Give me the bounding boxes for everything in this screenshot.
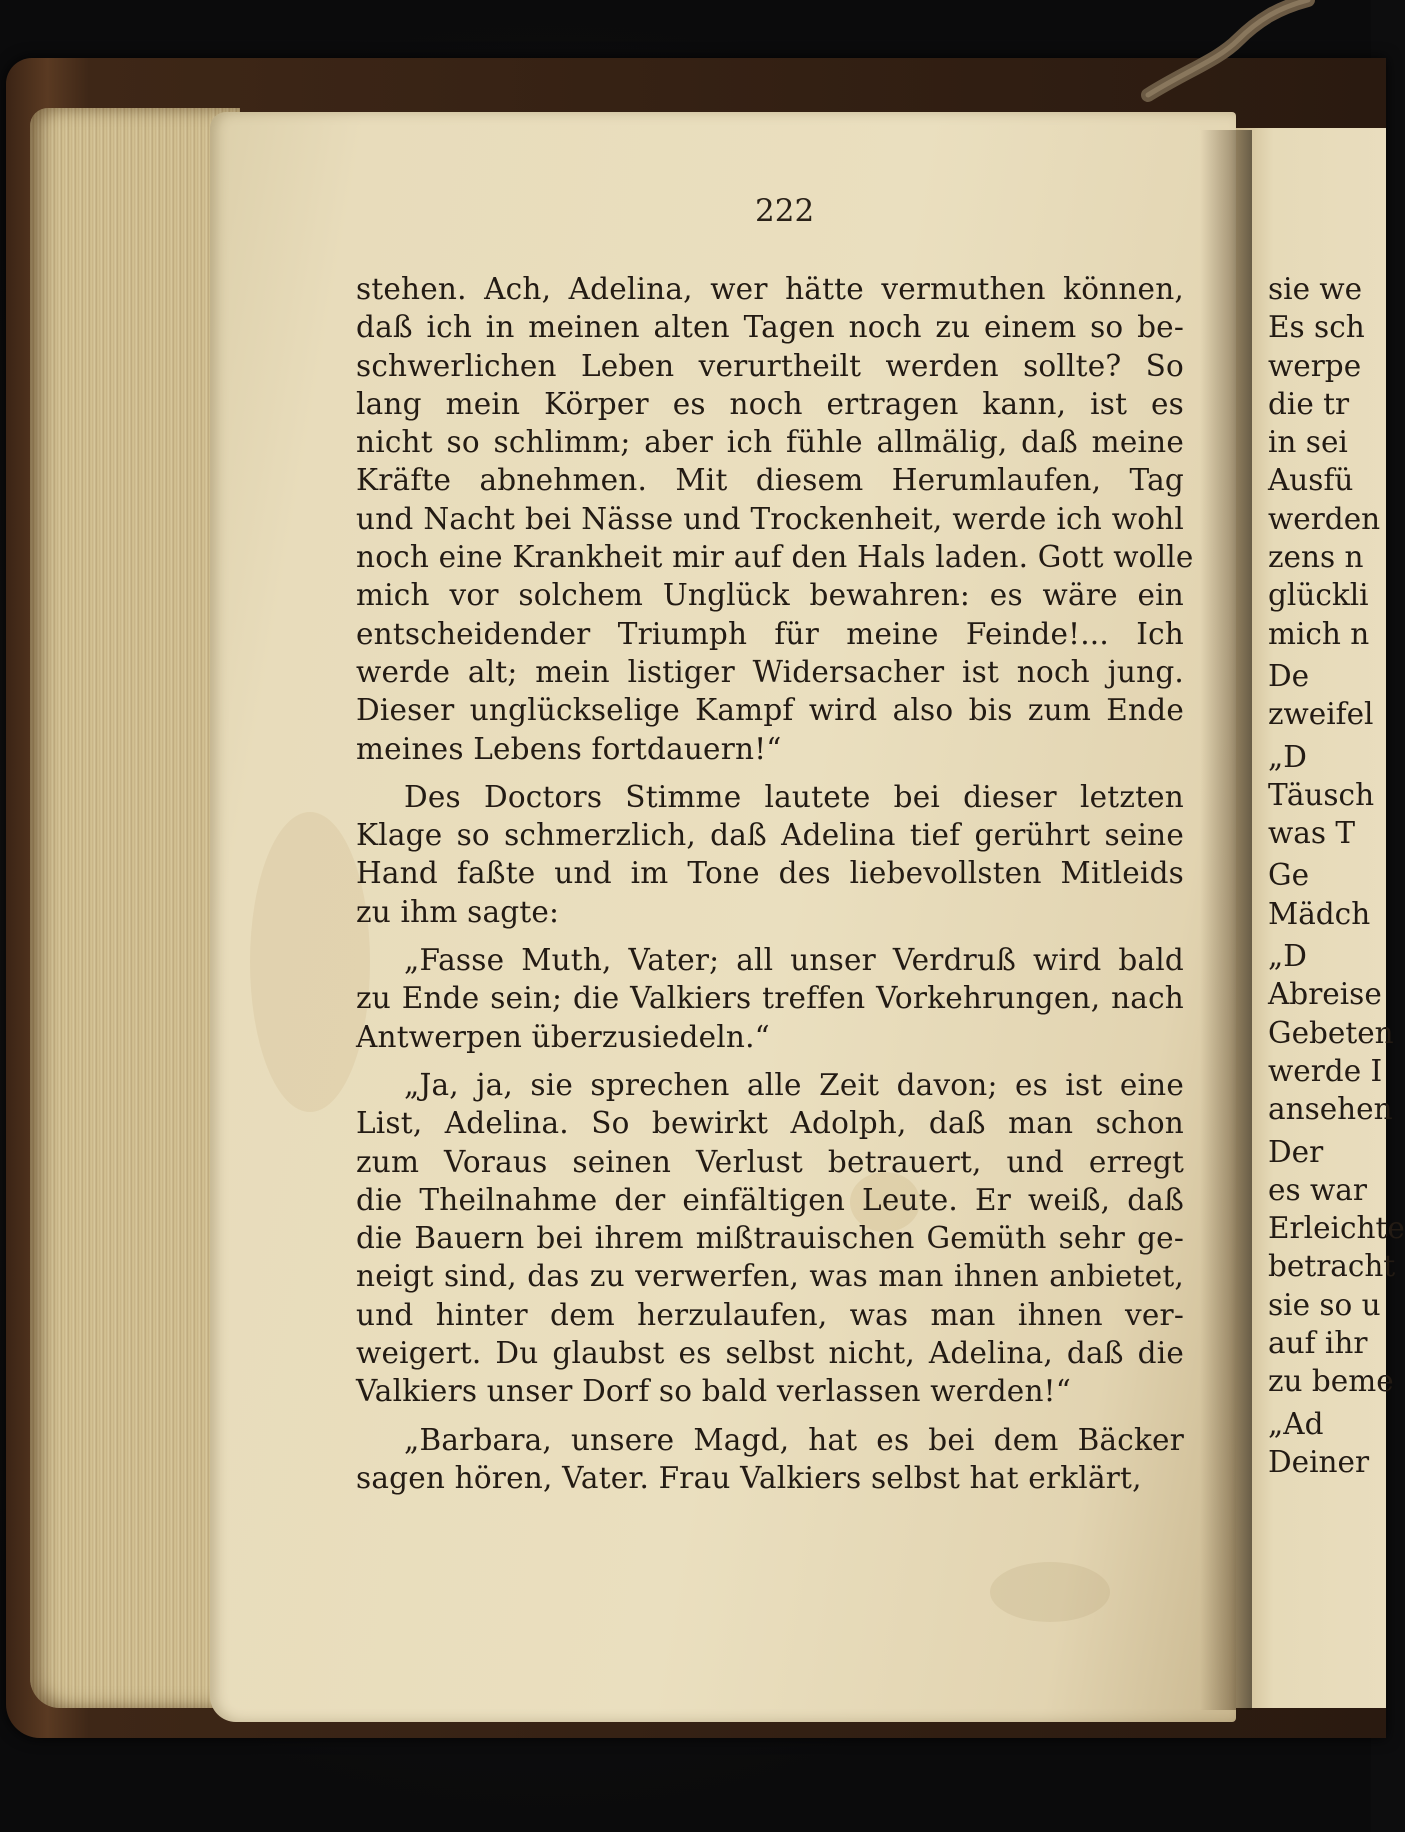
text-line: Dieser unglückselige Kampf wird also bis zum Ende (356, 693, 1184, 728)
page-number: 222 (755, 193, 815, 229)
text-line: entscheidender Triumph für meine Feinde!... Ich (356, 616, 1184, 651)
bookmark-ribbon (1128, 0, 1368, 100)
text-line: Hand faßte und im Tone des liebevollsten Mitleids (356, 856, 1184, 891)
text-line: neigt sind, das zu verwerfen, was man ihnen anbietet, (356, 1259, 1184, 1294)
text-line: meines Lebens fortdauern!“ (356, 731, 782, 766)
text-line: Der (1268, 1134, 1324, 1169)
text-line: Valkiers unser Dorf so bald verlassen werden!“ (356, 1374, 1071, 1409)
text-line: Kräfte abnehmen. Mit diesem Herumlaufen, Tag (356, 463, 1184, 498)
text-line: die tr (1268, 386, 1350, 421)
text-line: werden (1268, 501, 1381, 536)
text-line: glückli (1268, 578, 1369, 613)
text-line: Ge (1268, 858, 1310, 893)
text-line: noch eine Krankheit mir auf den Hals laden. Gott wolle (356, 540, 1194, 575)
text-line: „Fasse Muth, Vater; all unser Verdruß wird bald (404, 943, 1184, 978)
text-line: Erleichte (1268, 1211, 1405, 1246)
text-line: nicht so schlimm; aber ich fühle allmälig, daß meine (356, 425, 1184, 460)
left-page-text (356, 270, 1194, 1497)
text-line: Täusch (1268, 777, 1375, 812)
text-line: Antwerpen überzusiedeln.“ (356, 1019, 770, 1054)
text-line: zu ihm sagte: (356, 894, 560, 929)
text-line: was T (1268, 816, 1356, 851)
text-line: „Ad (1268, 1406, 1324, 1441)
text-line: Ausfü (1268, 463, 1354, 498)
text-line: zens n (1268, 540, 1364, 575)
text-line: De (1268, 658, 1310, 693)
text-line: mich n (1268, 616, 1370, 651)
text-line: zu beme (1268, 1364, 1394, 1399)
text-line: werde I (1268, 1053, 1383, 1088)
right-page-text (1268, 270, 1405, 1481)
text-line: die Bauern bei ihrem mißtrauischen Gemüth sehr ge- (356, 1221, 1184, 1256)
text-line: Klage so schmerzlich, daß Adelina tief gerührt seine (356, 818, 1184, 853)
text-line: es war (1268, 1172, 1367, 1207)
text-line: mich vor solchem Unglück bewahren: es wäre ein (356, 578, 1184, 613)
text-line: „D (1268, 939, 1307, 974)
text-line: Deiner (1268, 1444, 1370, 1479)
text-line: sie so u (1268, 1287, 1381, 1322)
text-line: zweifel (1268, 697, 1374, 732)
text-line: Mädch (1268, 896, 1371, 931)
text-line: „Barbara, unsere Magd, hat es bei dem Bäcker (404, 1422, 1184, 1457)
text-line: lang mein Körper es noch ertragen kann, ist es (356, 386, 1184, 421)
text-line: List, Adelina. So bewirkt Adolph, daß man schon (356, 1106, 1184, 1141)
text-line: sie we (1268, 272, 1363, 306)
text-line: die Theilnahme der einfältigen Leute. Er weiß, daß (356, 1182, 1184, 1217)
text-line: Des Doctors Stimme lautete bei dieser letzten (404, 779, 1184, 814)
page-edges (30, 108, 240, 1708)
text-line: in sei (1268, 425, 1348, 460)
text-line: werde alt; mein listiger Widersacher ist noch jung. (356, 654, 1184, 689)
text-line: und hinter dem herzulaufen, was man ihnen ver- (356, 1297, 1184, 1332)
text-line: daß ich in meinen alten Tagen noch zu einem so be- (356, 310, 1184, 345)
text-line: sagen hören, Vater. Frau Valkiers selbst hat erklärt, (356, 1460, 1142, 1495)
text-line: Abreise (1268, 977, 1382, 1012)
text-line: schwerlichen Leben verurtheilt werden sollte? So (356, 348, 1184, 383)
text-line: betracht (1268, 1249, 1396, 1284)
text-line: weigert. Du glaubst es selbst nicht, Adelina, daß die (356, 1336, 1184, 1371)
text-line: „D (1268, 739, 1307, 774)
text-line: zu Ende sein; die Valkiers treffen Vorkehrungen, nach (356, 981, 1184, 1016)
text-line: auf ihr (1268, 1326, 1368, 1361)
text-line: „Ja, ja, sie sprechen alle Zeit davon; es ist eine (404, 1067, 1184, 1102)
text-line: stehen. Ach, Adelina, wer hätte vermuthen können, (356, 272, 1184, 306)
text-line: zum Voraus seinen Verlust betrauert, und erregt (356, 1144, 1184, 1179)
text-line: ansehen (1268, 1092, 1393, 1127)
text-line: werpe (1268, 348, 1362, 383)
text-line: Es sch (1268, 310, 1365, 345)
gutter-shadow (1200, 130, 1252, 1710)
text-line: Gebeten (1268, 1015, 1394, 1050)
text-line: und Nacht bei Nässe und Trockenheit, werde ich wohl (356, 501, 1184, 536)
